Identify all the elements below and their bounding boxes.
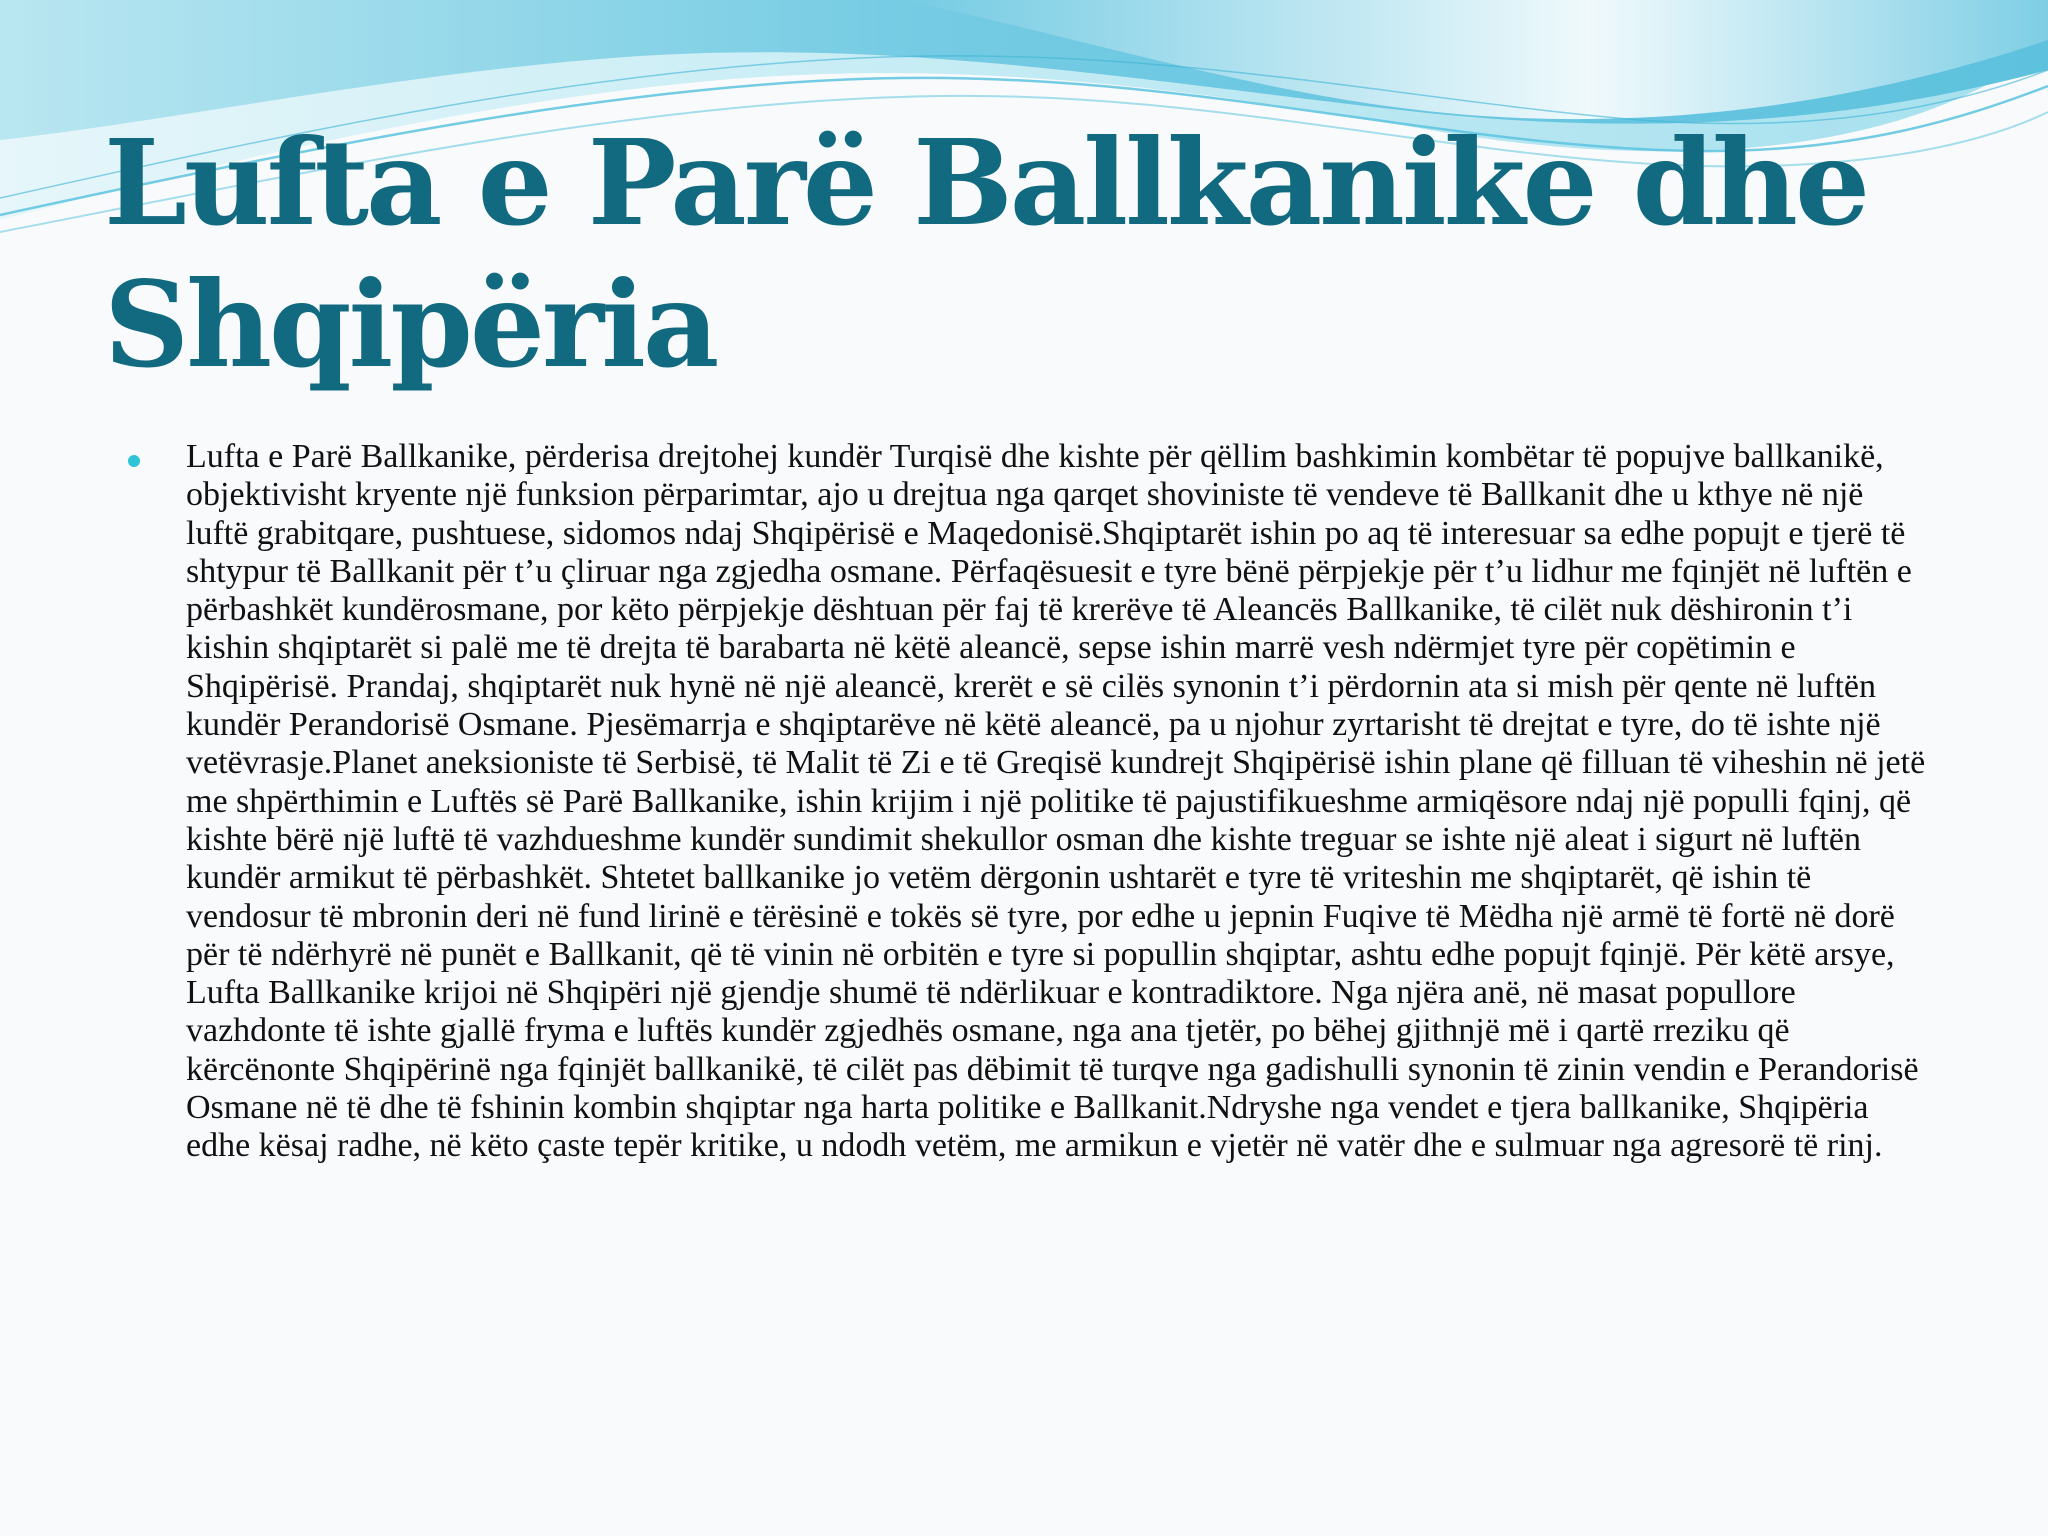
bullet-text: Lufta e Parë Ballkanike, përderisa drejtohej kundër Turqisë dhe kishte për qëllim bashkimin kombëtar të popujve ballkanikë, objektivisht kryente një funksion përparimtar, ajo u drejtua nga qarqet shoviniste të vendeve të Ballkanit dhe u kthye në një luftë grabitqare, pushtuese, sidomos ndaj Shqipërisë e Maqedonisë.Shqiptarët ishin po aq të interesuar sa edhe popujt e tjerë të shtypur të Ballkanit për t’u çliruar nga zgjedha osmane. Përfaqësuesit e tyre bënë përpjekje për t’u lidhur me fqinjët në luftën e përbashkët kundërosmane, por këto përpjekje dështuan për faj të krerëve të Aleancës Ballkanike, të cilët nuk dëshironin t’i kishin shqiptarët si palë me të drejta të barabarta në këtë aleancë, sepse ishin marrë vesh ndërmjet tyre për copëtimin e Shqipërisë. Prandaj, shqiptarët nuk hynë në një aleancë, krerët e së cilës synonin t’i përdornin ata si mish për qente në luftën kundër Perandorisë Osmane. Pjesëmarrja e shqiptarëve në këtë aleancë, pa u njohur zyrtarisht të drejtat e tyre, do të ishte një vetëvrasje.Planet aneksioniste të Serbisë, të Malit të Zi e të Greqisë kundrejt Shqipërisë ishin plane që filluan të viheshin në jetë me shpërthimin e Luftës së Parë Ballkanike, ishin krijim i një politike të pajustifikueshme armiqësore ndaj një populli fqinj, që kishte bërë një luftë të vazhdueshme kundër sundimit shekullor osman dhe kishte treguar se ishte një aleat i sigurt në luftën kundër armikut të përbashkët. Shtetet ballkanike jo vetëm dërgonin ushtarët e tyre të vriteshin me shqiptarët, që ishin të vendosur të mbronin deri në fund lirinë e tërësinë e tokës së tyre, por edhe u jepnin Fuqive të Mëdha një armë të fortë në dorë për të ndërhyrë në punët e Ballkanit, që të vinin në orbitën e tyre si popullin shqiptar, ashtu edhe popujt fqinjë. Për këtë arsye, Lufta Ballkanike krijoi në Shqipëri një gjendje shumë të ndërlikuar e kontradiktore. Nga njëra anë, në masat popullore vazhdonte të ishte gjallë fryma e luftës kundër zgjedhës osmane, nga ana tjetër, po bëhej gjithnjë më i qartë rreziku që kërcënonte Shqipërinë nga fqinjët ballkanikë, të cilët pas dëbimit të turqve nga gadishulli synonin të zinin vendin e Perandorisë Osmane në të dhe të fshinin kombin shqiptar nga harta politike e Ballkanit.Ndryshe nga vendet e tjera ballkanike, Shqipëria edhe kësaj radhe, në këto çaste tepër kritike, u ndodh vetëm, me armikun e vjetër në vatër dhe e sulmuar nga agresorë të rinj. — [186, 438, 1926, 1165]
bullet-dot-icon — [128, 455, 140, 467]
bullet-item — [128, 438, 1928, 1166]
slide-title: Lufta e Parë Ballkanike dhe Shqipëria — [104, 113, 1868, 394]
slide-content — [128, 438, 1928, 1166]
